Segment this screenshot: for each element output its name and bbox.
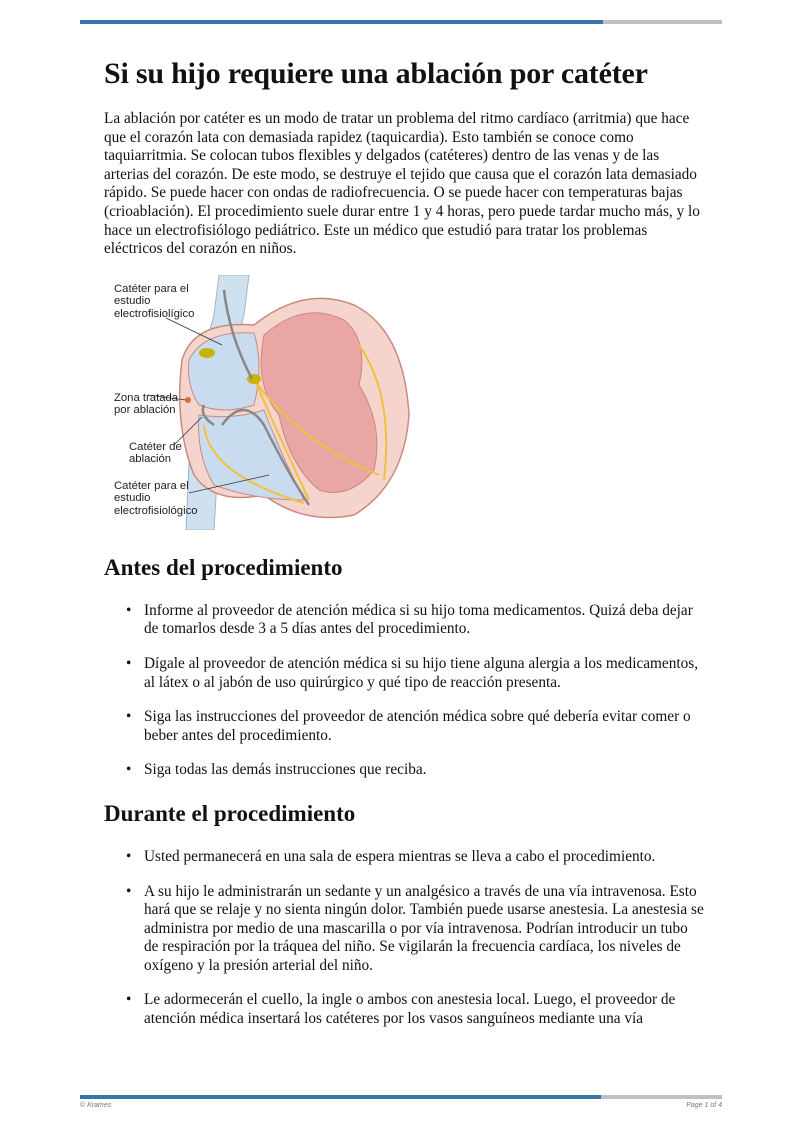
list-item: • Usted permanecerá en una sala de espera mientras se lleva a cabo el procedimiento. xyxy=(104,848,704,867)
section-heading: Antes del procedimiento xyxy=(104,554,343,580)
bullet-list xyxy=(104,848,704,1029)
footer-progress-bar xyxy=(80,1095,722,1099)
footer-progress-fill xyxy=(80,1095,601,1099)
intro-paragraph: La ablación por catéter es un modo de tratar un problema del ritmo cardíaco (arritmia) que hace que el corazón lata con demasiada rapidez (taquicardia). Esto también se conoce como taquiarritmia. Se colocan tubos flexibles y delgados (catéteres) dentro de las venas y de las arterias del corazón. De este modo, se destruye el tejido que causa que el corazón lata demasiado rápido. Se puede hacer con ondas de radiofrecuencia. O se puede hacer con temperaturas bajas (crioablación). El procedimiento suele durar entre 1 y 4 horas, pero puede tardar mucho más, y lo hace un electrofisiólogo pediátrico. Este un médico que estudió para tratar los problemas eléctricos del corazón en niños. xyxy=(104,110,700,258)
list-item: • A su hijo le administrarán un sedante y un analgésico a través de una vía intravenosa. Esto hará que se relaje y no sienta ningún dolor. También puede usarse anestesia. La anestesia se administra por medio de una mascarilla o por vía intravenosa. Podrían introducir un tubo de respiración por la tráquea del niño. Se vigilarán la frecuencia cardíaca, los niveles de oxígeno y la presión arterial del niño. xyxy=(104,883,704,976)
label-ablation-catheter: Catéter de ablación xyxy=(129,440,182,466)
list-item: • Le adormecerán el cuello, la ingle o ambos con anestesia local. Luego, el proveedor de atención médica insertará los catéteres por los vasos sanguíneos mediante una vía xyxy=(104,991,704,1028)
header-progress-bar xyxy=(80,20,722,24)
section-before xyxy=(104,554,704,780)
section-heading: Durante el procedimiento xyxy=(104,800,356,826)
footer-copyright: © Krames xyxy=(80,1102,112,1109)
document-body xyxy=(104,56,704,1029)
page-title: Si su hijo requiere una ablación por catéter xyxy=(104,57,648,90)
label-ep-catheter-top: Catéter para el estudio electrofisiolígico xyxy=(114,282,195,320)
footer-page-number: Page 1 of 4 xyxy=(686,1102,722,1109)
list-item: • Informe al proveedor de atención médica si su hijo toma medicamentos. Quizá deba dejar de tomarlos desde 3 a 5 días antes del procedimiento. xyxy=(104,602,704,639)
sinoatrial-node xyxy=(199,348,215,358)
label-ep-catheter-bottom: Catéter para el estudio electrofisiológico xyxy=(114,479,198,517)
bullet-list xyxy=(104,602,704,780)
header-progress-fill xyxy=(80,20,603,24)
label-treated-zone: Zona tratada por ablación xyxy=(114,391,179,417)
heart-catheter-illustration xyxy=(104,275,424,530)
list-item: • Dígale al proveedor de atención médica si su hijo tiene alguna alergia a los medicamentos, al látex o al jabón de uso quirúrgico y qué tipo de reacción presenta. xyxy=(104,655,704,692)
list-item: • Siga las instrucciones del proveedor de atención médica sobre qué debería evitar comer o beber antes del procedimiento. xyxy=(104,708,704,745)
section-during xyxy=(104,800,704,1029)
list-item: • Siga todas las demás instrucciones que reciba. xyxy=(104,761,704,780)
